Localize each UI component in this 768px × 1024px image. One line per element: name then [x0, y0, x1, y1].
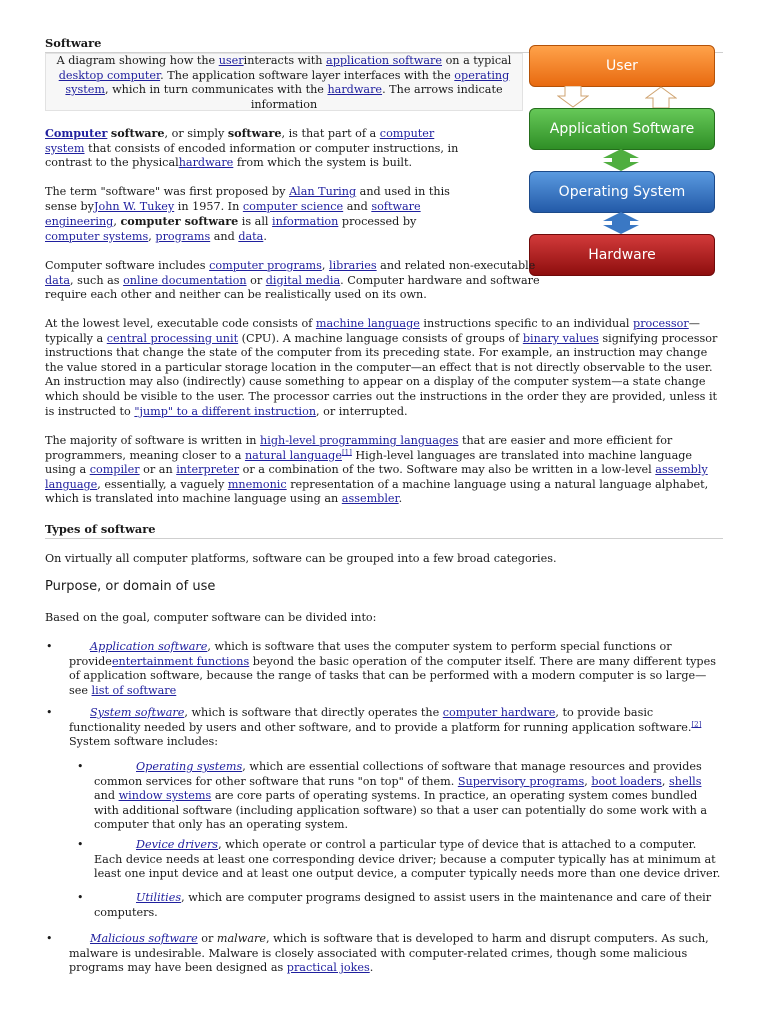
link-compiler[interactable]: compiler: [89, 463, 140, 477]
link-john-tukey[interactable]: John W. Tukey: [93, 199, 175, 213]
link-assembler[interactable]: assembler: [341, 492, 399, 506]
link-hardware-2[interactable]: hardware: [178, 156, 234, 170]
bullet-marker: •: [46, 706, 53, 719]
subheading-purpose: Purpose, or domain of use: [45, 579, 216, 594]
list-item-device-drivers: Device drivers, which operate or control a particular type of device that is attached to a computer. Each device needs at least one corresponding device driver; because a computer typically has at minimum at least one input device and at least one output device, a computer typically needs more than one device driver.: [94, 838, 721, 881]
link-high-level-languages[interactable]: high-level programming languages: [260, 434, 459, 447]
link-list-of-software[interactable]: list of software: [91, 683, 177, 697]
link-utilities[interactable]: Utilities: [136, 891, 182, 904]
goal-text: Based on the goal, computer software can be divided into:: [45, 611, 377, 624]
link-practical-jokes[interactable]: practical jokes: [286, 961, 370, 975]
link-operating-systems[interactable]: Operating systems: [136, 760, 243, 773]
link-natural-language[interactable]: natural language: [244, 448, 342, 462]
types-intro: On virtually all computer platforms, software can be grouped into a few broad categories.: [45, 552, 557, 565]
list-item-utilities: Utilities, which are computer programs designed to assist users in the maintenance and care of their computers.: [94, 891, 712, 919]
link-computer-hardware[interactable]: computer hardware: [442, 706, 556, 719]
software-layers-diagram: [527, 43, 715, 281]
link-data-2[interactable]: data: [45, 273, 70, 287]
link-application-software-2[interactable]: Application software: [90, 640, 208, 653]
link-online-documentation[interactable]: online documentation: [123, 273, 247, 287]
arrow-down-icon: [557, 86, 589, 108]
section-heading-software: Software: [45, 36, 723, 53]
link-desktop-computer[interactable]: desktop computer: [58, 68, 161, 82]
double-arrow-icon: [603, 149, 639, 171]
link-hardware[interactable]: hardware: [327, 83, 383, 97]
link-window-systems[interactable]: window systems: [118, 789, 212, 803]
diagram-box-application-software: Application Software: [529, 108, 715, 150]
link-mnemonic[interactable]: mnemonic: [227, 477, 287, 491]
link-data[interactable]: data: [238, 229, 264, 243]
link-shells[interactable]: shells: [669, 774, 702, 788]
link-operating-system[interactable]: operating system: [65, 68, 510, 97]
link-machine-language[interactable]: machine language: [315, 317, 420, 330]
diagram-box-user: User: [529, 45, 715, 87]
link-binary-values[interactable]: binary values: [522, 331, 599, 345]
bullet-marker: •: [77, 891, 84, 904]
diagram-box-operating-system: Operating System: [529, 171, 715, 213]
diagram-box-hardware: Hardware: [529, 234, 715, 276]
bullet-marker: •: [46, 640, 53, 653]
link-computer-programs[interactable]: computer programs: [209, 259, 322, 272]
footnote-2[interactable]: [2]: [691, 719, 702, 728]
link-system-software[interactable]: System software: [90, 706, 185, 719]
link-entertainment-functions[interactable]: entertainment functions: [111, 654, 250, 668]
link-cpu[interactable]: central processing unit: [106, 331, 239, 345]
link-computer-system[interactable]: computer system: [45, 127, 435, 155]
section-heading-types: Types of software: [45, 522, 723, 539]
paragraph-languages: The majority of software is written in high-level programming languages that are easier and more efficient for programmers, meaning closer to a natural language[1] High-level languages are translated into machine language using a compiler or an interpreter or a combination of the two. Software may also be written in a low-level assembly language, essentially, a vaguely mnemonic representation of a machine language using a natural language alphabet, which is translated into machine language using an assembler.: [45, 434, 709, 506]
link-supervisory-programs[interactable]: Supervisory programs: [457, 774, 585, 788]
list-item-application-software: Application software, which is software that uses the computer system to perform special functions or provideentertainment functions beyond the basic operation of the computer itself. There are many different types of application software, because the range of tasks that can be performed with a modern computer is so large—see list of software: [69, 640, 716, 697]
link-malicious-software[interactable]: Malicious software: [90, 932, 198, 945]
paragraph-includes: Computer software includes computer programs, libraries and related non-executable data, such as online documentation or digital media. Computer hardware and software require each other and neither can be realistically used on its own.: [45, 259, 540, 302]
link-information[interactable]: information: [272, 215, 339, 229]
link-assembly-language[interactable]: assembly language: [45, 463, 708, 491]
bullet-marker: •: [46, 932, 53, 945]
list-item-system-software: System software, which is software that directly operates the computer hardware, to provide basic functionality needed by users and other software, and to provide a platform for running application software.[2] System software includes:: [69, 706, 702, 749]
arrow-up-icon: [645, 86, 677, 108]
footnote-1[interactable]: [1]: [341, 447, 352, 456]
link-libraries[interactable]: libraries: [329, 259, 377, 272]
link-device-drivers[interactable]: Device drivers: [136, 838, 219, 851]
link-alan-turing[interactable]: Alan Turing: [289, 185, 357, 198]
link-software-engineering[interactable]: software engineering: [45, 199, 421, 229]
diagram-caption: A diagram showing how the userinteracts with application software on a typical desktop computer. The application software layer interfaces with the operating system, which in turn communicates with the hardware. The arrows indicate information: [45, 53, 523, 111]
link-computer-systems[interactable]: computer systems: [45, 229, 149, 243]
bullet-marker: •: [77, 760, 84, 773]
link-boot-loaders[interactable]: boot loaders: [591, 774, 662, 788]
double-arrow-icon: [603, 212, 639, 234]
bullet-marker: •: [77, 838, 84, 851]
link-processor[interactable]: processor: [633, 317, 689, 330]
paragraph-definition: Computer software, or simply software, is that part of a computer system that consists of encoded information or computer instructions, in contrast to the physicalhardware from which the system is built.: [45, 126, 459, 170]
list-item-malicious-software: Malicious software or malware, which is software that is developed to harm and disrupt computers. As such, malware is undesirable. Malware is closely associated with computer-related crimes, though some malicious programs may have been designed as practical jokes.: [69, 932, 709, 975]
link-user[interactable]: user: [218, 54, 244, 67]
link-jump-instruction[interactable]: "jump" to a different instruction: [134, 404, 317, 418]
link-programs[interactable]: programs: [155, 229, 211, 243]
link-computer-science[interactable]: computer science: [242, 199, 344, 213]
link-digital-media[interactable]: digital media: [265, 273, 341, 287]
list-item-operating-systems: Operating systems, which are essential collections of software that manage resources and provides common services for other software that runs "on top" of them. Supervisory programs, boot loaders, shells and window systems are core parts of operating systems. In practice, an operating system comes bundled with additional software (including application software) so that a user can potentially do some work with a computer that only has an operating system.: [94, 760, 708, 832]
link-application-software[interactable]: application software: [326, 54, 443, 67]
link-interpreter[interactable]: interpreter: [176, 463, 240, 477]
paragraph-term-origin: The term "software" was first proposed by Alan Turing and used in this sense byJohn W. Tukey in 1957. In computer science and software engineering, computer software is all information processed by computer systems, programs and data.: [45, 185, 450, 243]
paragraph-machine-code: At the lowest level, executable code consists of machine language instructions specific to an individual processor—typically a central processing unit (CPU). A machine language consists of groups of binary values signifying processor instructions that change the state of the computer from its preceding state. For example, an instruction may change the value stored in a particular storage location in the computer—an effect that is not directly observable to the user. An instruction may also (indirectly) cause something to appear on a display of the computer system—a state change which should be visible to the user. The processor carries out the instructions in the order they are provided, unless it is instructed to "jump" to a different instruction, or interrupted.: [45, 317, 718, 418]
link-computer[interactable]: Computer: [45, 126, 108, 140]
